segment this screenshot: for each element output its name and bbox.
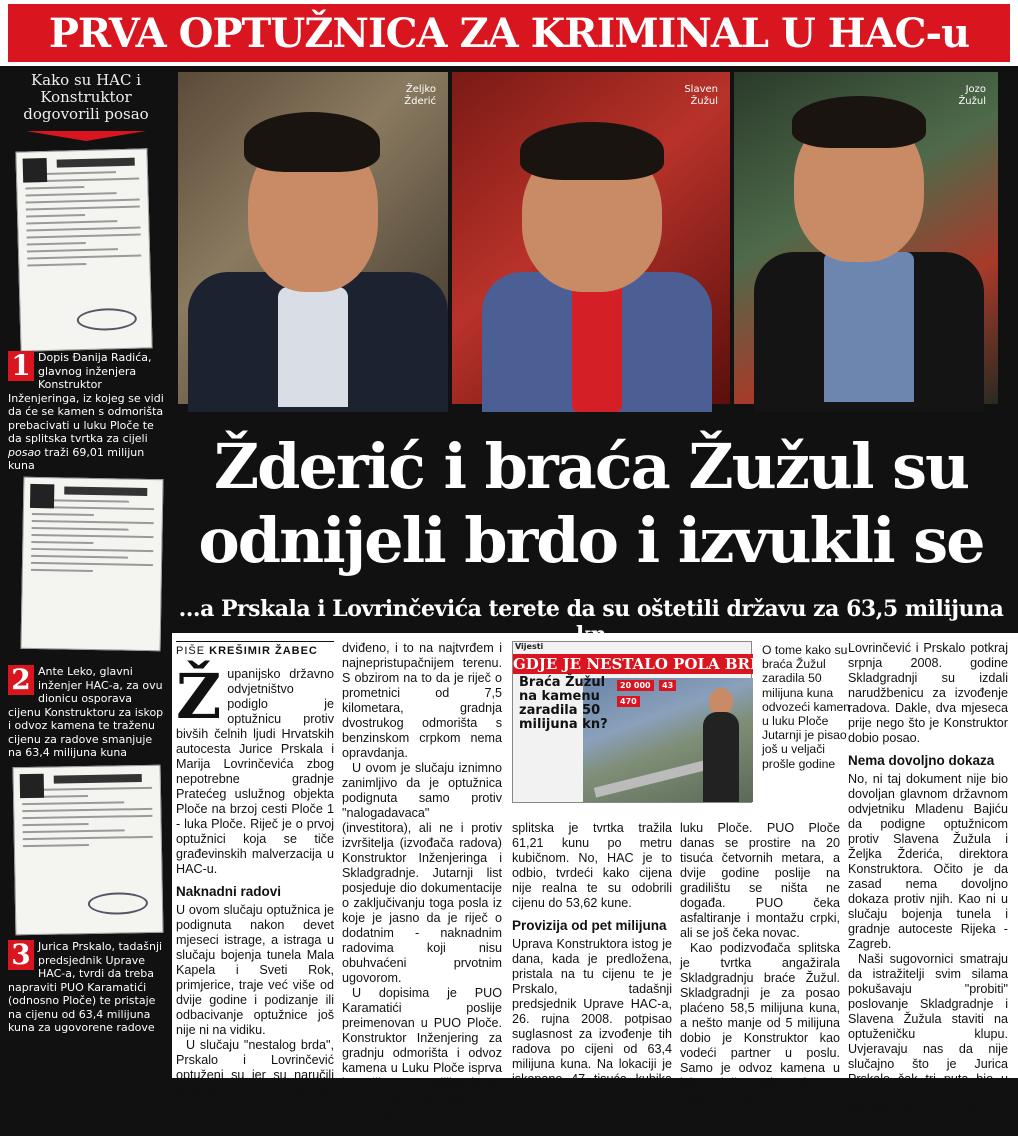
end-mark-icon [987, 1106, 994, 1113]
hac-logo-icon [20, 774, 44, 798]
article-column-5: Lovrinčević i Prskalo potkraj srpnja 2008. godine Skladgradnji su izdali narudžbenicu za izvođenje radova. Dakle, dva mjeseca prije nego što je Konstruktor dobio posao. Nema dovoljno dokaza No, ni taj dokument nije bio dovoljan glavnom državnom odvjetniku Mladenu Bajiću da podigne optužnicom protiv Slavena Žužula i Željka Žderića, direktora Konstruktora. Očito je da zasad nema dovoljno dokaza protiv njih. Kao ni u slučaju bojenja tunela i gradnje autoceste Rijeka - Zagreb. Naši sugovornici smatraju da istražitelji svim silama pokušavaju "probiti" poslovanje Skladgradnje i Slavena Žužula staviti na optuženičku klupu. Uvjeravaju nas da nije slučajno što je Jurica Prskalo čak tri puta bio u pritvoru, ali o Žužulima očito još nitko nije progovorio. [848, 641, 1008, 1116]
banner-band [8, 4, 1010, 62]
photo-name-label: Željko Žderić [404, 84, 436, 107]
drop-cap: Ž [176, 660, 222, 733]
subheading: Naknadni radovi [176, 884, 282, 899]
photo-jozo-zuzul [734, 72, 998, 404]
photo-slaven-zuzul [452, 72, 730, 404]
article-column-2: dviđeno, i to na najtvrđem i najnepristupačnijem terenu. S obzirom na to da je riječ o prometnici od 7,5 kilometara, gradnja dvostrukog odmorišta s benzinskom crpkom nema opravdanja. U ovom je slučaju iznimno zanimljivo da je optužnica podignuta samo protiv "nalogadavaca" (investitora), ali ne i protiv izvršitelja (izvođača radova) Konstruktor Inženjeringa i Skladgradnje. Jutarnji list posjeduje dio dokumentacije o zaključivanju toga posla iz koje je jasno da je riječ o dodatnim - naknadnim radovima koji nisu obuhvaćeni prvotnim ugovorom. U dopisima je PUO Karamatići poslije preimenovan u PUO Ploče. Konstruktor Inženjering za gradnju odmorišta i odvoz kamena u Luku Ploče isprva je tražio 69,01 milijun kuna. Za iskop materijala "A" kategorije i prijevoz materijala za Luku Ploče [342, 641, 502, 1135]
photo-name-label: Jozo Žužul [958, 84, 986, 107]
clipping-stat: 470 [617, 696, 640, 707]
clipping-title: Braća Žužul na kamenu zaradila 50 milijuna kn? [519, 675, 608, 732]
article-column-3: splitska je tvrtka tražila 61,21 kunu po metru kubičnom. No, HAC je to odbio, tvrdeći kako cijena nije realna te su odobrili cijenu do 53,62 kune. Provizija od pet milijuna Uprava Konstruktora istog je dana, kada je predložena, pristala na tu cijenu te je Prskalo, tadašnji predsjednik Uprave HAC-a, 26. rujna 2008. potpisao suglasnost za izvođenje tih radova po cijeni od 63,4 milijuna kuna. Na lokaciji je iskopano 47 tisuća kubika kamena i odvezeno u [512, 821, 672, 1101]
company-logo-icon [23, 158, 48, 183]
caption-number: 1 [8, 351, 34, 381]
signature-icon [88, 892, 148, 915]
document-scan-2 [21, 477, 164, 651]
clipping-headline-band: GDJE JE NESTALO POLA BRDA [513, 655, 775, 673]
caption-number: 3 [8, 940, 34, 970]
hac-logo-icon [30, 484, 54, 508]
subheading: Provizija od pet milijuna [512, 918, 667, 933]
subheadline: ...a Prskala i Lovrinčevića terete da su oštetili državu za 63,5 milijuna [178, 596, 1004, 622]
clipping-section: Vijesti [515, 642, 544, 651]
photo-zeljko-zderic [178, 72, 448, 404]
article-column-1: PIŠE KREŠIMIR ŽABEC Ž upanijsko državno odvjetništvo podiglo je optužnicu protiv bivših čelnih ljudi Hrvatskih autocesta Jurice Prskala i Marija Lovrinčevića zbog nepotrebne gradnje Pratećeg uslužnog objekta Ploče na brzoj cesti Ploče 1 - luka Ploče. Riječ je o prvoj optužnici koja se tiče građevinskih malverzacija u HAC-u. Naknadni radovi U ovom slučaju optužnica je podignuta nakon devet mjeseci istrage, a istraga u slučaju bojenja tunela Mala Kapela i Sveti Rok, primjerice, traje već više od dvije godine i podizanje ili odbacivanje optužnice još nije ni na vidiku. U slučaju "nestalog brda", Prskalo i Lovrinčević optuženi su jer su naručili gradnju odmorišta koje nije bilo pre- [176, 641, 334, 1113]
sidebar-caption-1: 1 Dopis Đanija Radića, glavnog inženjera Konstruktor Inženjeringa, iz kojeg se vidi da će se kamen s odmorišta prebacivati u luku Ploče te da splitska tvrtka za cijeli posao traži 69,01 milijun kuna [8, 349, 164, 472]
sidebar-caption-2: 2 Ante Leko, glavni inženjer HAC-a, za ovu dionicu osporava cijenu Konstruktoru za iskop i odvoz kamena te traženu cijenu za radove smanjuje na 63,4 milijuna kuna [8, 663, 164, 759]
clipping-caption: O tome kako su braća Žužul zaradila 50 milijuna kuna odvozeći kamen u luku Ploče Jutarnji je pisao još u veljači prošle godine [762, 643, 851, 771]
stamp-icon [77, 308, 138, 332]
clipping-stat: 20 000 [617, 680, 654, 691]
photo-name-label: Slaven Žužul [684, 84, 718, 107]
sidebar-intro: Kako su HAC i Konstruktor dogovorili posao [23, 71, 149, 123]
article-column-4: luku Ploče. PUO Ploče danas se prostire na 20 tisuća četvornih metara, a dvije godine poslije na gradilištu se ništa ne događa. PUO čeka asfaltiranje i montažu crpki, ali se još čeka novac. Kao podizvođača splitska je tvrtka angažirala Skladgradnju braće Žužul. Skladgradnji je za posao plaćeno 58,5 milijuna kuna, a nešto manje od 5 milijuna dobio je Konstruktor kao vodeći partner u poslu. Samo je odvoz kamena u luku Ploče stajao oko 30 milijuna kuna. [680, 821, 840, 1105]
banner-title: PRVA OPTUŽNICA ZA KRIMINAL U HAC-u [48, 9, 970, 57]
byline: PIŠE KREŠIMIR ŽABEC [176, 641, 334, 659]
document-scan-3 [13, 765, 164, 936]
article-body [172, 633, 1018, 1135]
caption-number: 2 [8, 665, 34, 695]
sidebar-caption-3: 3 Jurica Prskalo, tadašnji predsjednik Uprave HAC-a, tvrdi da treba napraviti PUO Karamatići (odnosno Ploče) te pristaje na cijenu od 63,4 milijuna kuna za ugovorene radove [8, 938, 163, 1034]
document-scan-1 [15, 148, 152, 351]
red-arrow-icon [26, 131, 146, 141]
banner [0, 0, 1018, 66]
clipping-stat: 43 [659, 680, 676, 691]
clipping-page [512, 641, 775, 803]
subheading: Nema dovoljno dokaza [848, 753, 995, 768]
document-header-bar [57, 158, 135, 168]
headline: Žderić i braća Žužul su odnijeli brdo i izvukli se [198, 430, 984, 577]
